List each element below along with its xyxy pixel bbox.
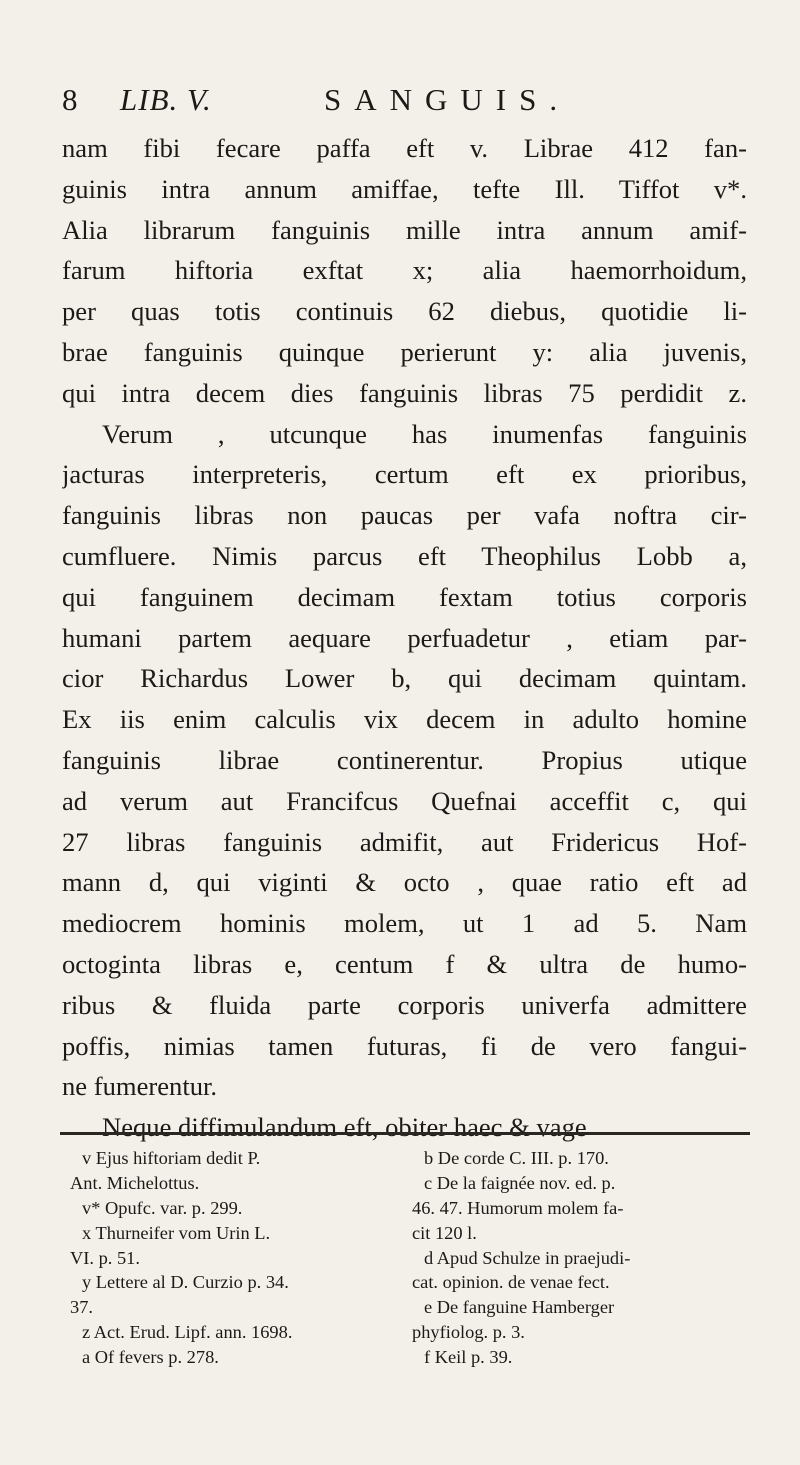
text-line: qui fanguinem decimam fextam totius corporis (62, 581, 747, 612)
text-line: brae fanguinis quinque perierunt y: alia juvenis, (62, 336, 747, 367)
text-line: poffis, nimias tamen futuras, fi de vero fangui- (62, 1030, 747, 1061)
page-number: 8 (62, 82, 79, 117)
text-line: fanguinis librae continerentur. Propius utique (62, 744, 747, 775)
footnote-line: y Lettere al D. Curzio p. 34. (82, 1272, 289, 1293)
text-line: ribus & fluida parte corporis univerfa admittere (62, 989, 747, 1020)
footnote-line: c De la faignée nov. ed. p. (424, 1172, 616, 1193)
footnotes-left-column (70, 1146, 410, 1370)
text-line: humani partem aequare perfuadetur , etiam par- (62, 622, 747, 653)
footnote-line: cit 120 l. (412, 1222, 477, 1243)
footnote-line: phyfiolog. p. 3. (412, 1322, 525, 1343)
text-line: guinis intra annum amiffae, tefte Ill. Tiffot v*. (62, 173, 747, 204)
footnote-line: 37. (70, 1297, 93, 1318)
text-line: Neque diffimulandum eft, obiter haec & vage (102, 1112, 587, 1143)
text-line: cumfluere. Nimis parcus eft Theophilus Lobb a, (62, 540, 747, 571)
main-text (62, 128, 747, 1148)
text-line: nam fibi fecare paffa eft v. Librae 412 fan- (62, 133, 747, 163)
text-line: fanguinis libras non paucas per vafa noftra cir- (62, 500, 747, 531)
footnote-line: v Ejus hiftoriam dedit P. (82, 1148, 261, 1168)
footnote-line: cat. opinion. de venae fect. (412, 1272, 610, 1293)
text-line: farum hiftoria exftat x; alia haemorrhoidum, (62, 255, 747, 286)
text-line: 27 libras fanguinis admifit, aut Fridericus Hof- (62, 826, 747, 857)
footnote-line: Ant. Michelottus. (70, 1172, 200, 1193)
footnote-line: e De fanguine Hamberger (424, 1297, 615, 1318)
footnote-divider (60, 1132, 750, 1135)
text-line: mann d, qui viginti & octo , quae ratio eft ad (62, 867, 747, 898)
text-line: qui intra decem dies fanguinis libras 75 perdidit z. (62, 377, 747, 408)
text-line: cior Richardus Lower b, qui decimam quintam. (62, 663, 747, 694)
page-title: SANGUIS. (324, 82, 571, 117)
footnote-line: VI. p. 51. (70, 1247, 140, 1268)
footnote-line: x Thurneifer vom Urin L. (82, 1222, 271, 1243)
footnote-line: f Keil p. 39. (424, 1347, 513, 1368)
text-line: per quas totis continuis 62 diebus, quotidie li- (62, 296, 747, 327)
footnotes-right-column (412, 1146, 750, 1370)
book-label: LIB. V. (120, 82, 212, 117)
footnote-line: b De corde C. III. p. 170. (424, 1148, 609, 1168)
text-line: jacturas interpreteris, certum eft ex prioribus, (62, 459, 747, 490)
text-line: Verum , utcunque has inumenfas fanguinis (102, 418, 747, 449)
text-line: octoginta libras e, centum f & ultra de humo- (62, 948, 747, 979)
footnote-line: d Apud Schulze in praejudi- (424, 1247, 631, 1268)
footnote-line: a Of fevers p. 278. (82, 1347, 219, 1368)
text-line: mediocrem hominis molem, ut 1 ad 5. Nam (62, 908, 747, 939)
text-line: ne fumerentur. (62, 1071, 218, 1102)
text-line: ad verum aut Francifcus Quefnai acceffit c, qui (62, 785, 747, 816)
text-line: Ex iis enim calculis vix decem in adulto homine (62, 704, 747, 735)
running-header (62, 82, 742, 122)
footnote-line: z Act. Erud. Lipf. ann. 1698. (82, 1322, 293, 1343)
footnote-line: 46. 47. Humorum molem fa- (412, 1197, 624, 1218)
footnote-line: v* Opufc. var. p. 299. (82, 1197, 243, 1218)
text-line: Alia librarum fanguinis mille intra annum amif- (62, 214, 747, 245)
